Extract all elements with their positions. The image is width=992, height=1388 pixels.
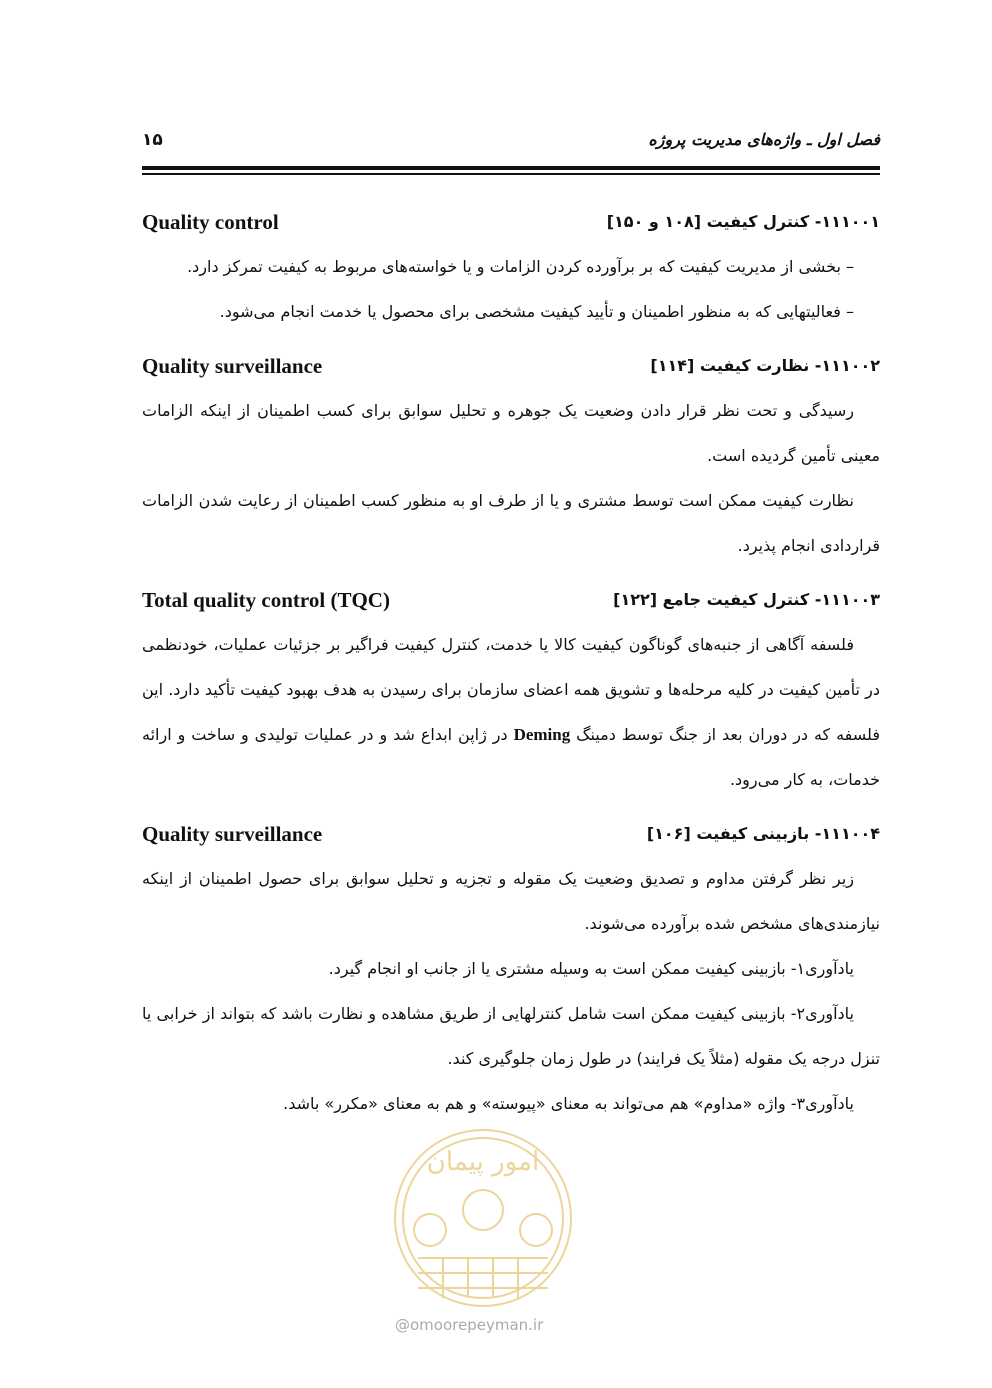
definition-paragraph: – فعالیتهایی که به منظور اطمینان و تأیید کیفیت مشخصی برای محصول یا خدمت انجام می‌شود.	[219, 302, 854, 321]
english-term: Quality surveillance	[142, 354, 323, 378]
page-header	[142, 128, 880, 158]
chapter-title: فصل اول ـ واژه‌های مدیریت پروژه	[648, 130, 880, 149]
watermark-logo-text: امور پیمان	[426, 1147, 540, 1177]
english-term: Quality control	[142, 210, 279, 234]
watermark-logo	[388, 1118, 578, 1318]
entry-total-quality-control	[142, 588, 880, 802]
definition-paragraph: زیر نظر گرفتن مداوم و تصدیق وضعیت یک مقوله و تجزیه و تحلیل سوابق برای حصول اطمینان از اینکه نیازمندی‌های مشخص شده برآورده می‌شوند.	[142, 869, 880, 933]
header-rule-thin	[142, 173, 880, 175]
definition-paragraph	[142, 622, 880, 802]
note-paragraph: یادآوری۳- واژه «مداوم» هم می‌تواند به معنای «پیوسته» و هم به معنای «مکرر» باشد.	[283, 1094, 854, 1113]
entry-quality-review	[142, 822, 880, 1126]
entry-heading	[142, 588, 880, 622]
entry-heading	[142, 210, 880, 244]
persian-term: ۱۱۱۰۰۲- نظارت کیفیت [۱۱۴]	[650, 356, 880, 375]
persian-term: ۱۱۱۰۰۳- کنترل کیفیت جامع [۱۲۲]	[613, 590, 880, 609]
english-term: Total quality control (TQC)	[142, 588, 390, 612]
watermark-caption: @omoorepeyman.ir	[395, 1316, 544, 1334]
definition-paragraph: رسیدگی و تحت نظر قرار دادن وضعیت یک جوهره و تحلیل سوابق برای کسب اطمینان از اینکه الزامات معینی تأمین گردیده است.	[142, 401, 880, 465]
note-paragraph: یادآوری۱- بازبینی کیفیت ممکن است به وسیله مشتری یا از جانب او انجام گیرد.	[328, 959, 854, 978]
entry-quality-control	[142, 210, 880, 334]
entry-quality-surveillance	[142, 354, 880, 568]
note-paragraph: یادآوری۲- بازبینی کیفیت ممکن است شامل کنترلهایی از طریق مشاهده و نظارت باشد که بتواند از خرابی یا تنزل درجه یک مقوله (مثلاً یک فرایند) در طول زمان جلوگیری کند.	[142, 1004, 880, 1068]
definition-paragraph: نظارت کیفیت ممکن است توسط مشتری و یا از طرف او به منظور کسب اطمینان از رعایت شدن الزامات قراردادی انجام پذیرد.	[142, 491, 880, 555]
english-term: Quality surveillance	[142, 822, 323, 846]
header-rule-thick	[142, 166, 880, 170]
page-number: ۱۵	[142, 130, 163, 150]
paragraph-text: فلسفه آگاهی از جنبه‌های گوناگون کیفیت کالا یا خدمت، کنترل کیفیت فراگیر بر جزئیات عملیات، خودنظمی در تأمین کیفیت در کلیه مرحله‌ها و تشویق همه اعضای سازمان برای رسیدن به هدف بهبود کیفیت تأکید دارد. این فلسفه که در دوران بعد از جنگ توسط دمینگ	[142, 635, 880, 744]
entry-heading	[142, 822, 880, 856]
definition-paragraph: – بخشی از مدیریت کیفیت که بر برآورده کردن الزامات و یا خواسته‌های مربوط به کیفیت تمرکز دارد.	[187, 257, 854, 276]
deming-term: Deming	[513, 725, 571, 744]
paragraph-text: در ژاپن ابداع شد و در عملیات تولیدی و ساخت و ارائه خدمات، به کار می‌رود.	[142, 725, 880, 789]
page-content	[142, 210, 880, 1146]
persian-term: ۱۱۱۰۰۴- بازبینی کیفیت [۱۰۶]	[646, 824, 880, 843]
persian-term: ۱۱۱۰۰۱- کنترل کیفیت [۱۰۸ و ۱۵۰]	[606, 212, 880, 231]
entry-heading	[142, 354, 880, 388]
